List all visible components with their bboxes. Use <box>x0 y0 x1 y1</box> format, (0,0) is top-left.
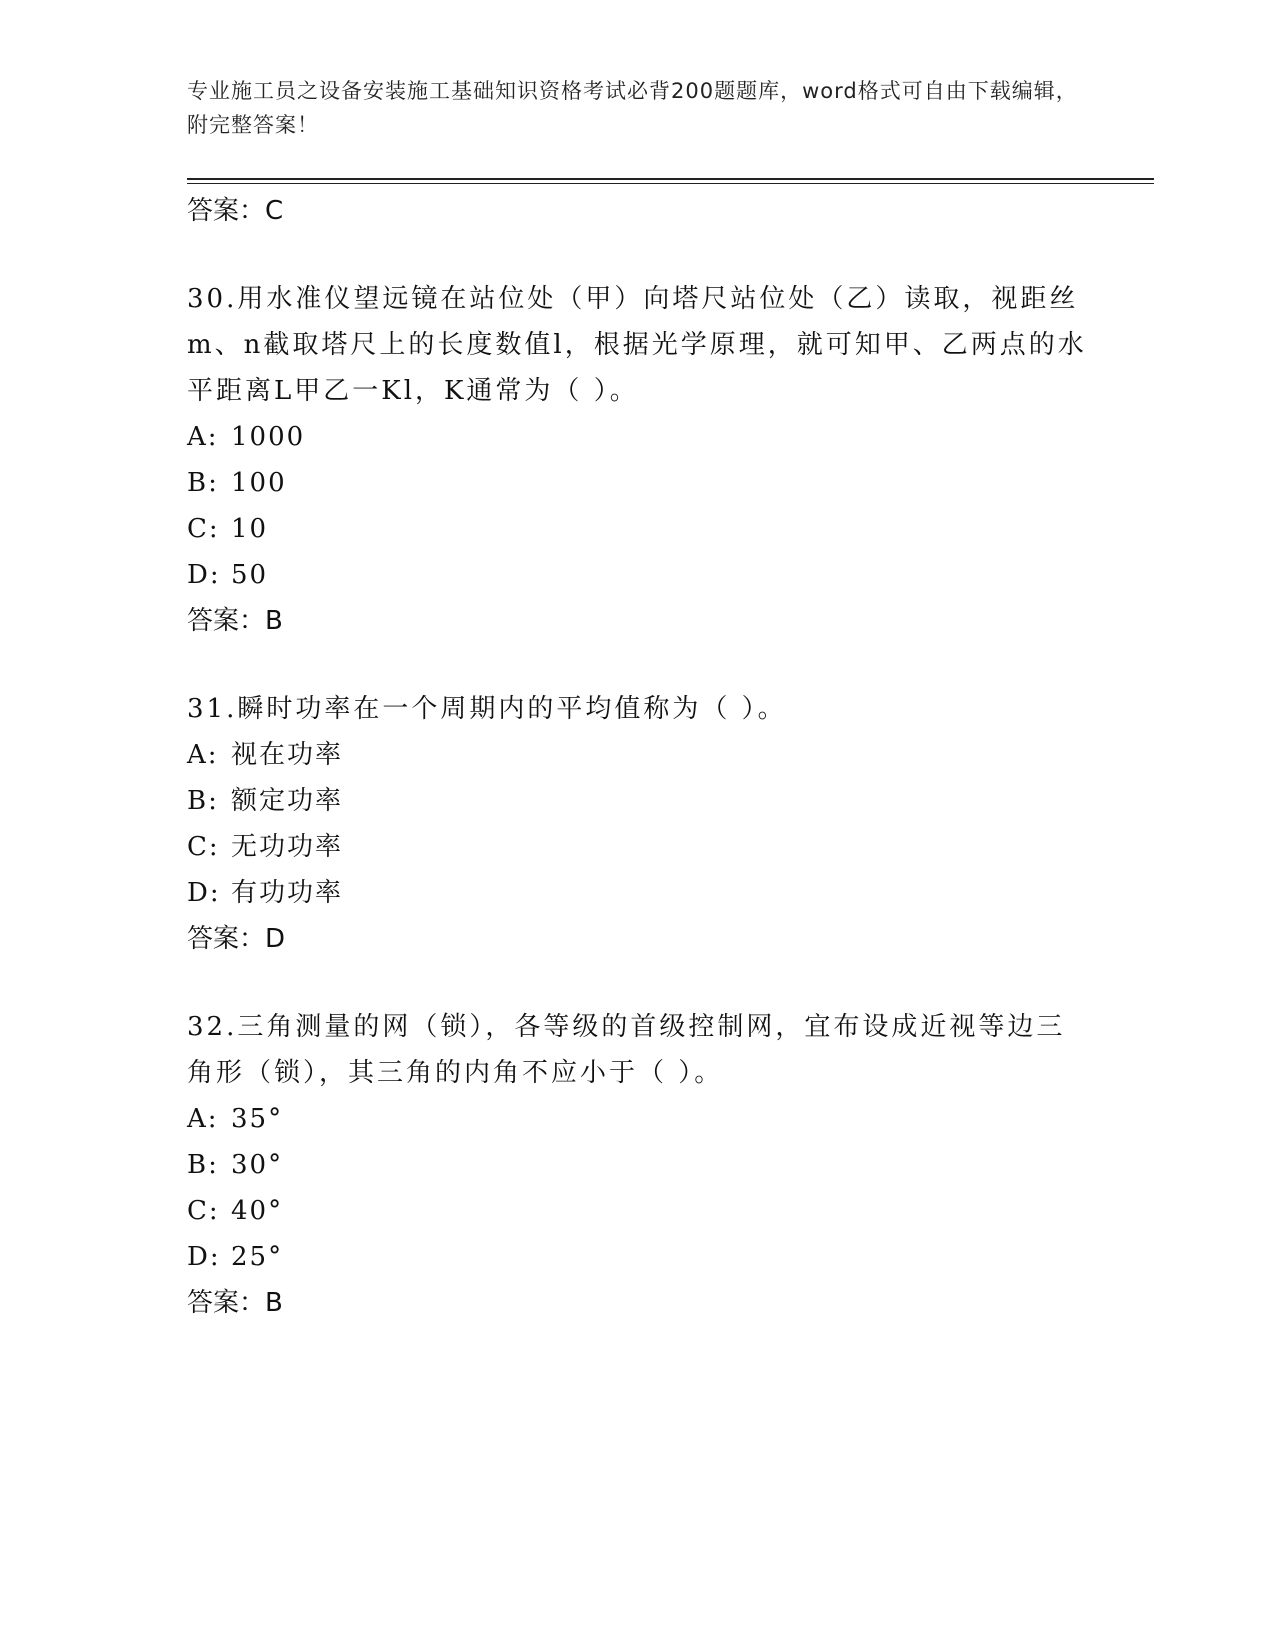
option-value: 25° <box>231 1242 284 1272</box>
question-32 <box>187 1004 1087 1326</box>
answer: 答案：D <box>187 924 286 954</box>
spacer <box>187 234 1087 276</box>
option-value: 额定功率 <box>231 786 344 816</box>
option-b <box>187 460 1087 506</box>
option-b <box>187 1142 1087 1188</box>
option-key: D: <box>187 560 221 590</box>
option-value: 35° <box>231 1104 284 1134</box>
option-value: 30° <box>231 1150 284 1180</box>
option-c <box>187 824 1087 870</box>
option-c <box>187 1188 1087 1234</box>
option-key: C: <box>187 832 220 862</box>
option-value: 40° <box>231 1196 284 1226</box>
option-key: D: <box>187 1242 221 1272</box>
option-d <box>187 552 1087 598</box>
option-key: A: <box>187 740 219 770</box>
option-b <box>187 778 1087 824</box>
option-value: 100 <box>231 468 287 498</box>
answer: 答案：B <box>187 1288 283 1318</box>
page-title: 专业施工员之设备安装施工基础知识资格考试必背200题题库，word格式可自由下载编辑，附完整答案！ <box>187 79 1078 137</box>
option-key: B: <box>187 786 219 816</box>
option-value: 50 <box>231 560 269 590</box>
option-key: A: <box>187 422 219 452</box>
question-30 <box>187 276 1087 644</box>
question-text: 31.瞬时功率在一个周期内的平均值称为（ ）。 <box>187 694 787 724</box>
option-key: A: <box>187 1104 219 1134</box>
option-value: 视在功率 <box>231 740 344 770</box>
option-a <box>187 414 1087 460</box>
option-value: 有功功率 <box>231 878 344 908</box>
option-a <box>187 732 1087 778</box>
answer: 答案：B <box>187 606 283 636</box>
spacer <box>187 644 1087 686</box>
option-d <box>187 1234 1087 1280</box>
document-body <box>187 188 1087 1326</box>
option-key: D: <box>187 878 221 908</box>
question-text: 32.三角测量的网（锁），各等级的首级控制网，宜布设成近视等边三角形（锁），其三角的内角不应小于（ ）。 <box>187 1012 1066 1088</box>
option-key: B: <box>187 468 219 498</box>
option-value: 无功功率 <box>231 832 344 862</box>
option-value: 10 <box>231 514 269 544</box>
option-key: C: <box>187 1196 220 1226</box>
option-key: B: <box>187 1150 219 1180</box>
option-d <box>187 870 1087 916</box>
option-key: C: <box>187 514 220 544</box>
option-c <box>187 506 1087 552</box>
previous-answer: 答案：C <box>187 196 284 226</box>
page-header <box>187 74 1087 142</box>
question-31 <box>187 686 1087 962</box>
spacer <box>187 962 1087 1004</box>
option-a <box>187 1096 1087 1142</box>
header-divider <box>187 178 1154 184</box>
option-value: 1000 <box>231 422 306 452</box>
question-text: 30.用水准仪望远镜在站位处（甲）向塔尺站位处（乙）读取，视距丝m、n截取塔尺上的长度数值l，根据光学原理，就可知甲、乙两点的水平距离L甲乙一Kl，K通常为（ ）。 <box>187 284 1087 406</box>
